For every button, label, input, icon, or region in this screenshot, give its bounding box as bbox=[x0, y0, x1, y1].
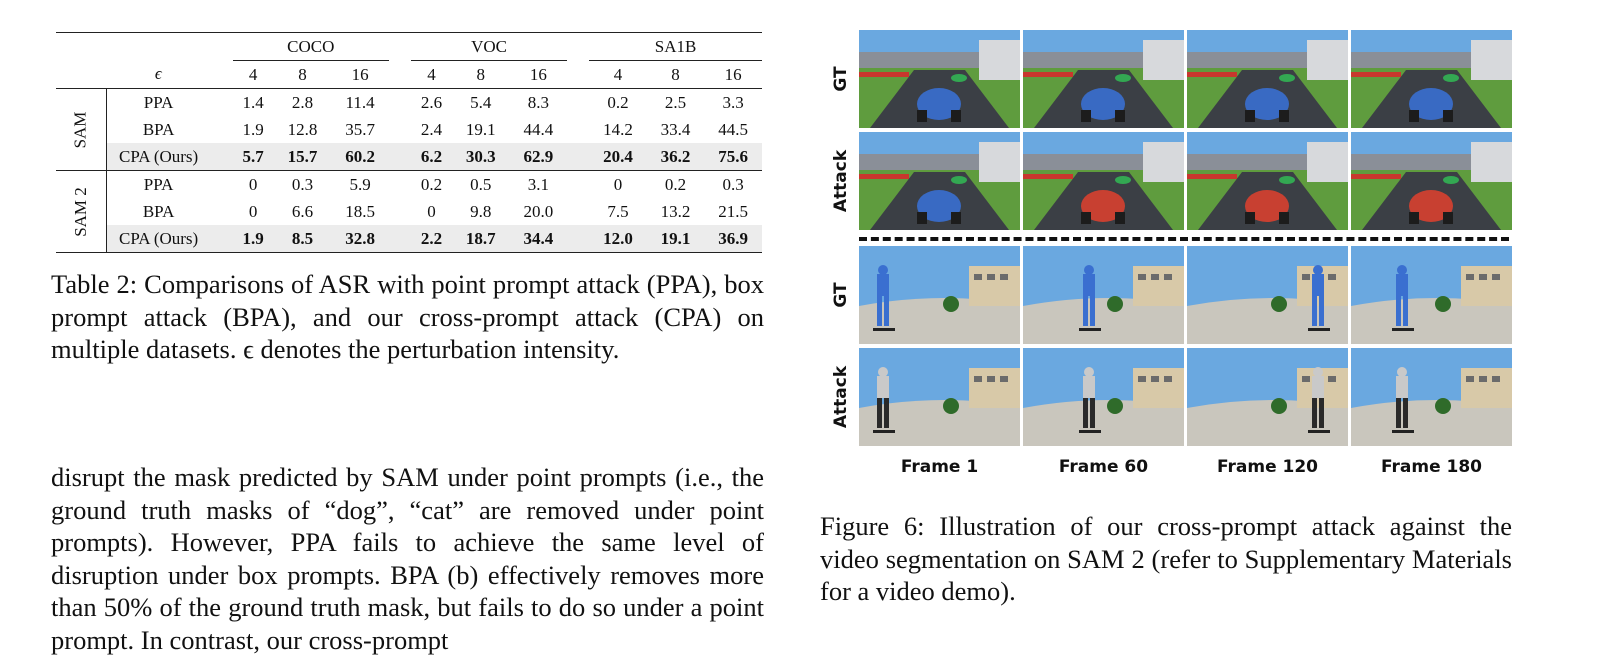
asr-value: 20.4 bbox=[589, 143, 647, 171]
racing-attack-frame-image bbox=[859, 132, 1020, 230]
asr-value: 20.0 bbox=[523, 201, 554, 221]
eps-value: 16 bbox=[510, 61, 568, 89]
asr-value: 11.4 bbox=[345, 92, 375, 112]
row-label-attack: Attack bbox=[831, 149, 851, 213]
asr-value: 30.3 bbox=[452, 143, 510, 171]
asr-value: 3.1 bbox=[527, 174, 549, 194]
table-row bbox=[56, 171, 762, 199]
epsilon-symbol: ϵ bbox=[106, 61, 211, 89]
asr-value: 62.9 bbox=[510, 143, 568, 171]
skateboard-attack-frame-image bbox=[859, 348, 1020, 446]
asr-value: 9.8 bbox=[470, 201, 492, 221]
asr-value: 2.4 bbox=[420, 119, 443, 139]
skateboard-gt-frame-image bbox=[1351, 246, 1512, 344]
method-name: PPA bbox=[143, 92, 174, 112]
asr-value: 5.9 bbox=[349, 174, 371, 194]
asr-value: 13.2 bbox=[660, 201, 691, 221]
asr-value: 14.2 bbox=[603, 119, 633, 139]
epsilon-header-row bbox=[56, 61, 762, 89]
asr-value: 12.0 bbox=[589, 225, 647, 253]
racing-attack-frame-image bbox=[1351, 132, 1512, 230]
asr-value: 0.3 bbox=[291, 174, 314, 194]
asr-value: 0 bbox=[613, 174, 623, 194]
body-paragraph: disrupt the mask predicted by SAM under point prompts (i.e., the ground truth masks of “dog”, “cat” are removed under point prompts). However, PPA fails to achieve the same level of disruption under box prompts. BPA (b) effectively removes more than 50% of the ground truth mask, but fails to do so under a point prompt. In contrast, our cross-prompt bbox=[51, 462, 764, 655]
racing-gt-frame-image bbox=[1023, 30, 1184, 128]
row-label-attack: Attack bbox=[831, 365, 851, 429]
method-name: BPA bbox=[142, 201, 175, 221]
asr-value: 36.9 bbox=[704, 225, 762, 253]
frame-label: Frame 120 bbox=[1216, 457, 1319, 477]
eps-value: 4 bbox=[589, 61, 647, 89]
asr-value: 12.8 bbox=[287, 119, 318, 139]
model-group-label: SAM 2 bbox=[56, 171, 106, 253]
asr-value: 2.6 bbox=[420, 92, 443, 112]
asr-value: 2.8 bbox=[291, 92, 314, 112]
eps-value: 4 bbox=[411, 61, 452, 89]
asr-value: 0.3 bbox=[722, 174, 744, 194]
eps-value: 4 bbox=[233, 61, 274, 89]
asr-value: 0 bbox=[427, 201, 436, 221]
asr-value: 0.2 bbox=[607, 92, 629, 112]
asr-value: 1.4 bbox=[242, 92, 264, 112]
asr-value: 7.5 bbox=[607, 201, 629, 221]
asr-value: 0 bbox=[248, 201, 258, 221]
asr-value: 36.2 bbox=[647, 143, 705, 171]
asr-value: 0 bbox=[248, 174, 258, 194]
asr-value: 5.7 bbox=[233, 143, 274, 171]
model-group-label: SAM bbox=[56, 89, 106, 171]
table-row bbox=[56, 225, 762, 253]
eps-value: 8 bbox=[647, 61, 705, 89]
asr-value: 8.3 bbox=[527, 92, 549, 112]
method-name: PPA bbox=[143, 174, 174, 194]
skateboard-gt-frame-image bbox=[1023, 246, 1184, 344]
table-row bbox=[56, 198, 762, 225]
video-figure bbox=[826, 30, 1516, 485]
row-label-gt: GT bbox=[831, 282, 851, 308]
asr-value: 35.7 bbox=[345, 119, 375, 139]
asr-value: 32.8 bbox=[331, 225, 389, 253]
skateboard-attack-frame-image bbox=[1023, 348, 1184, 446]
eps-value: 8 bbox=[452, 61, 510, 89]
skateboard-attack-frame-image bbox=[1351, 348, 1512, 446]
skateboard-gt-frame-image bbox=[859, 246, 1020, 344]
table-body bbox=[56, 89, 762, 253]
asr-value: 60.2 bbox=[331, 143, 389, 171]
dataset-sa1b: SA1B bbox=[589, 33, 762, 61]
asr-value: 1.9 bbox=[242, 119, 264, 139]
asr-value: 5.4 bbox=[470, 92, 492, 112]
table-caption: Table 2: Comparisons of ASR with point prompt attack (PPA), box prompt attack (BPA), and our cross-prompt attack (CPA) on multiple datasets. ϵ denotes the perturbation intensity. bbox=[51, 269, 764, 364]
asr-value: 34.4 bbox=[510, 225, 568, 253]
dataset-header-row bbox=[56, 33, 762, 61]
asr-value: 18.5 bbox=[345, 201, 375, 221]
asr-value: 3.3 bbox=[722, 92, 744, 112]
asr-value: 18.7 bbox=[452, 225, 510, 253]
skateboard-gt-frame-image bbox=[1187, 246, 1348, 344]
racing-attack-frame-image bbox=[1187, 132, 1348, 230]
method-name: CPA (Ours) bbox=[106, 225, 211, 253]
asr-value: 6.2 bbox=[411, 143, 452, 171]
asr-value: 21.5 bbox=[718, 201, 749, 221]
table-row bbox=[56, 143, 762, 171]
asr-value: 2.5 bbox=[664, 92, 687, 112]
frame-label: Frame 180 bbox=[1380, 457, 1483, 477]
asr-value: 44.5 bbox=[718, 119, 749, 139]
row-label-gt: GT bbox=[831, 66, 851, 92]
asr-value: 19.1 bbox=[465, 119, 496, 139]
asr-value: 0.2 bbox=[420, 174, 443, 194]
method-name: CPA (Ours) bbox=[106, 143, 211, 171]
comparison-table bbox=[56, 32, 762, 253]
section-divider bbox=[859, 237, 1509, 241]
asr-value: 33.4 bbox=[660, 119, 691, 139]
asr-value: 75.6 bbox=[704, 143, 762, 171]
asr-value: 15.7 bbox=[274, 143, 332, 171]
asr-value: 19.1 bbox=[647, 225, 705, 253]
method-name: BPA bbox=[142, 119, 175, 139]
asr-value: 0.5 bbox=[470, 174, 492, 194]
frame-label: Frame 1 bbox=[900, 457, 979, 477]
eps-value: 16 bbox=[331, 61, 389, 89]
eps-value: 16 bbox=[704, 61, 762, 89]
asr-value: 8.5 bbox=[274, 225, 332, 253]
eps-value: 8 bbox=[274, 61, 332, 89]
racing-attack-frame-image bbox=[1023, 132, 1184, 230]
skateboard-attack-frame-image bbox=[1187, 348, 1348, 446]
dataset-voc: VOC bbox=[411, 33, 567, 61]
asr-value: 1.9 bbox=[233, 225, 274, 253]
table-row bbox=[56, 89, 762, 117]
racing-gt-frame-image bbox=[1351, 30, 1512, 128]
asr-value: 0.2 bbox=[664, 174, 687, 194]
frame-label: Frame 60 bbox=[1058, 457, 1149, 477]
asr-value: 44.4 bbox=[523, 119, 554, 139]
asr-value: 6.6 bbox=[291, 201, 314, 221]
table-row bbox=[56, 116, 762, 143]
racing-gt-frame-image bbox=[859, 30, 1020, 128]
figure-caption: Figure 6: Illustration of our cross-prompt attack against the video segmentation on SAM 2 (refer to Supplementary Materials for a video demo). bbox=[820, 511, 1512, 606]
asr-value: 2.2 bbox=[411, 225, 452, 253]
dataset-coco: COCO bbox=[233, 33, 389, 61]
racing-gt-frame-image bbox=[1187, 30, 1348, 128]
